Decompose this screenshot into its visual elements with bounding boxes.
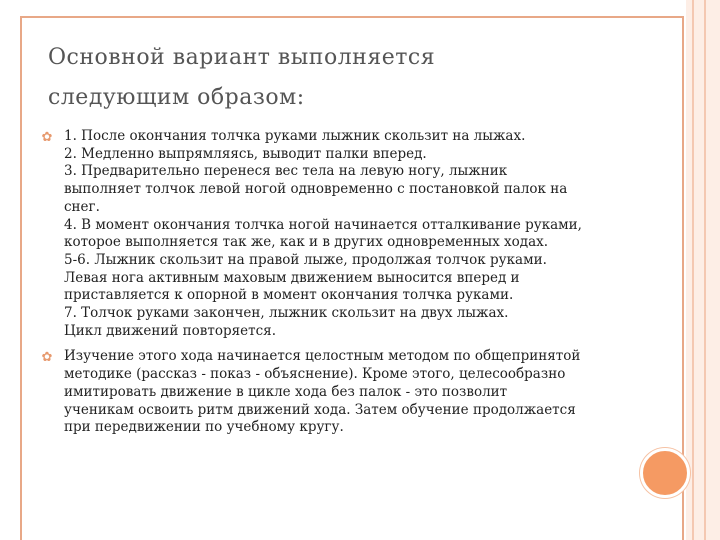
bullet-text-line: Цикл движений повторяется. [64, 322, 276, 339]
bullet-text-line: 5-6. Лыжник скользит на правой лыже, продолжая толчок руками. [64, 251, 547, 268]
title-line: Основной вариант выполняется [48, 45, 436, 70]
bullet-text-line: имитировать движение в цикле хода без палок - это позволит [64, 383, 508, 400]
bullet-text-line: Левая нога активным маховым движением выносится вперед и [64, 269, 520, 286]
decorative-stripe [692, 0, 694, 540]
bullet-text-line: 1. После окончания толчка руками лыжник скользит на лыжах. [64, 128, 526, 144]
bullet-text-line: Изучение этого хода начинается целостным методом по общепринятой [64, 348, 581, 365]
slide-title [48, 38, 608, 118]
bullet-list [40, 128, 630, 445]
bullet-item [40, 348, 630, 437]
title-line: следующим образом: [48, 85, 305, 110]
bullet-item [40, 128, 630, 340]
bullet-text-line: которое выполняется так же, как и в других одновременных ходах. [64, 234, 549, 251]
bullet-text-line: выполняет толчок левой ногой одновременно с постановкой палок на [64, 181, 568, 198]
bullet-text-line: методике (рассказ - показ - объяснение). Кроме этого, целесообразно [64, 366, 566, 383]
bullet-text-line: 4. В момент окончания толчка ногой начинается отталкивание руками, [64, 216, 582, 233]
bullet-text-line: при передвижении по учебному кругу. [64, 419, 344, 436]
bullet-text-line: 2. Медленно выпрямляясь, выводит палки вперед. [64, 145, 427, 162]
bullet-text-line: 3. Предварительно перенеся вес тела на левую ногу, лыжник [64, 163, 508, 180]
bullet-text-line: снег. [64, 198, 100, 215]
flower-bullet-icon: ✿ [41, 350, 53, 366]
bullet-text-line: ученикам освоить ритм движений хода. Затем обучение продолжается [64, 401, 576, 418]
bullet-text-line: 7. Толчок руками закончен, лыжник скользит на двух лыжах. [64, 305, 509, 322]
bullet-text-line: приставляется к опорной в момент окончания толчка руками. [64, 287, 514, 304]
decorative-circle [640, 448, 690, 498]
decorative-stripe [704, 0, 706, 540]
flower-bullet-icon: ✿ [41, 130, 53, 145]
